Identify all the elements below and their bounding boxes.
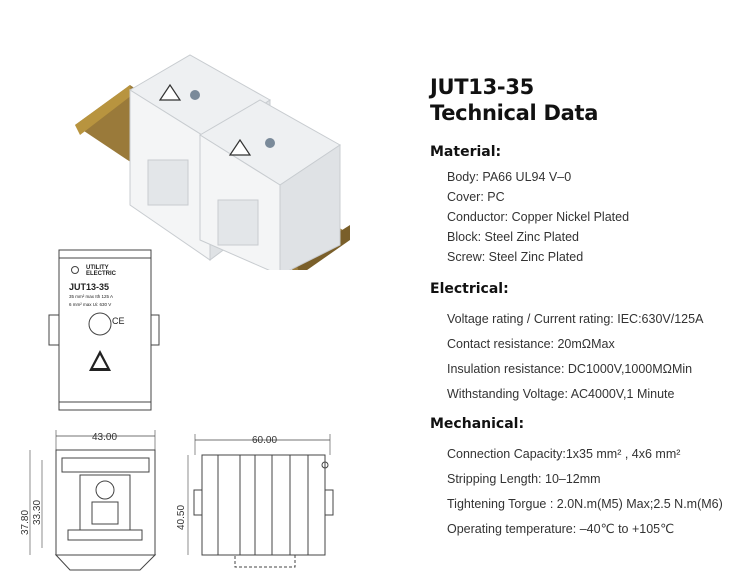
dim-height-outer: 37.80 — [20, 509, 31, 535]
dim-height-side: 40.50 — [176, 504, 187, 530]
electrical-heading: Electrical: — [430, 281, 509, 297]
label-model: JUT13-35 — [69, 282, 110, 292]
electrical-item: Insulation resistance: DC1000V,1000MΩMin — [447, 362, 693, 376]
terminal-block-right — [200, 100, 340, 270]
material-item: Conductor: Copper Nickel Plated — [447, 210, 630, 224]
technical-data-title: Technical Data — [430, 101, 599, 125]
electrical-item: Withstanding Voltage: AC4000V,1 Minute — [447, 387, 675, 401]
dim-width-right: 60.00 — [252, 435, 278, 446]
dim-height-inner: 33.30 — [32, 499, 43, 525]
material-item: Block: Steel Zinc Plated — [447, 230, 580, 244]
mechanical-heading: Mechanical: — [430, 416, 525, 432]
label-spec-2: 6 mm² max Ui: 630 V — [69, 302, 112, 307]
material-item: Body: PA66 UL94 V–0 — [447, 170, 572, 184]
mechanical-item: Tightening Torgue : 2.0N.m(M5) Max;2.5 N.m(M6) — [447, 497, 723, 511]
material-item: Cover: PC — [447, 190, 505, 204]
side-view-drawing — [180, 430, 340, 580]
mechanical-item: Operating temperature: –40℃ to +105℃ — [447, 522, 675, 536]
dim-width-left: 43.00 — [92, 432, 118, 443]
ce-mark: CE — [112, 316, 125, 326]
label-brand-1: UTILITY — [86, 265, 109, 271]
material-heading: Material: — [430, 144, 502, 160]
mechanical-item: Connection Capacity:1x35 mm² , 4x6 mm² — [447, 447, 681, 461]
material-item: Screw: Steel Zinc Plated — [447, 250, 584, 264]
label-brand-2: ELECTRIC — [86, 271, 116, 277]
product-model-title: JUT13-35 — [430, 75, 534, 99]
electrical-item: Voltage rating / Current rating: IEC:630V/125A — [447, 312, 704, 326]
electrical-item: Contact resistance: 20mΩMax — [447, 337, 615, 351]
product-photo — [70, 40, 370, 270]
label-spec-1: 35 mm² max Ith 125 A — [69, 294, 114, 299]
mechanical-item: Stripping Length: 10–12mm — [447, 472, 601, 486]
